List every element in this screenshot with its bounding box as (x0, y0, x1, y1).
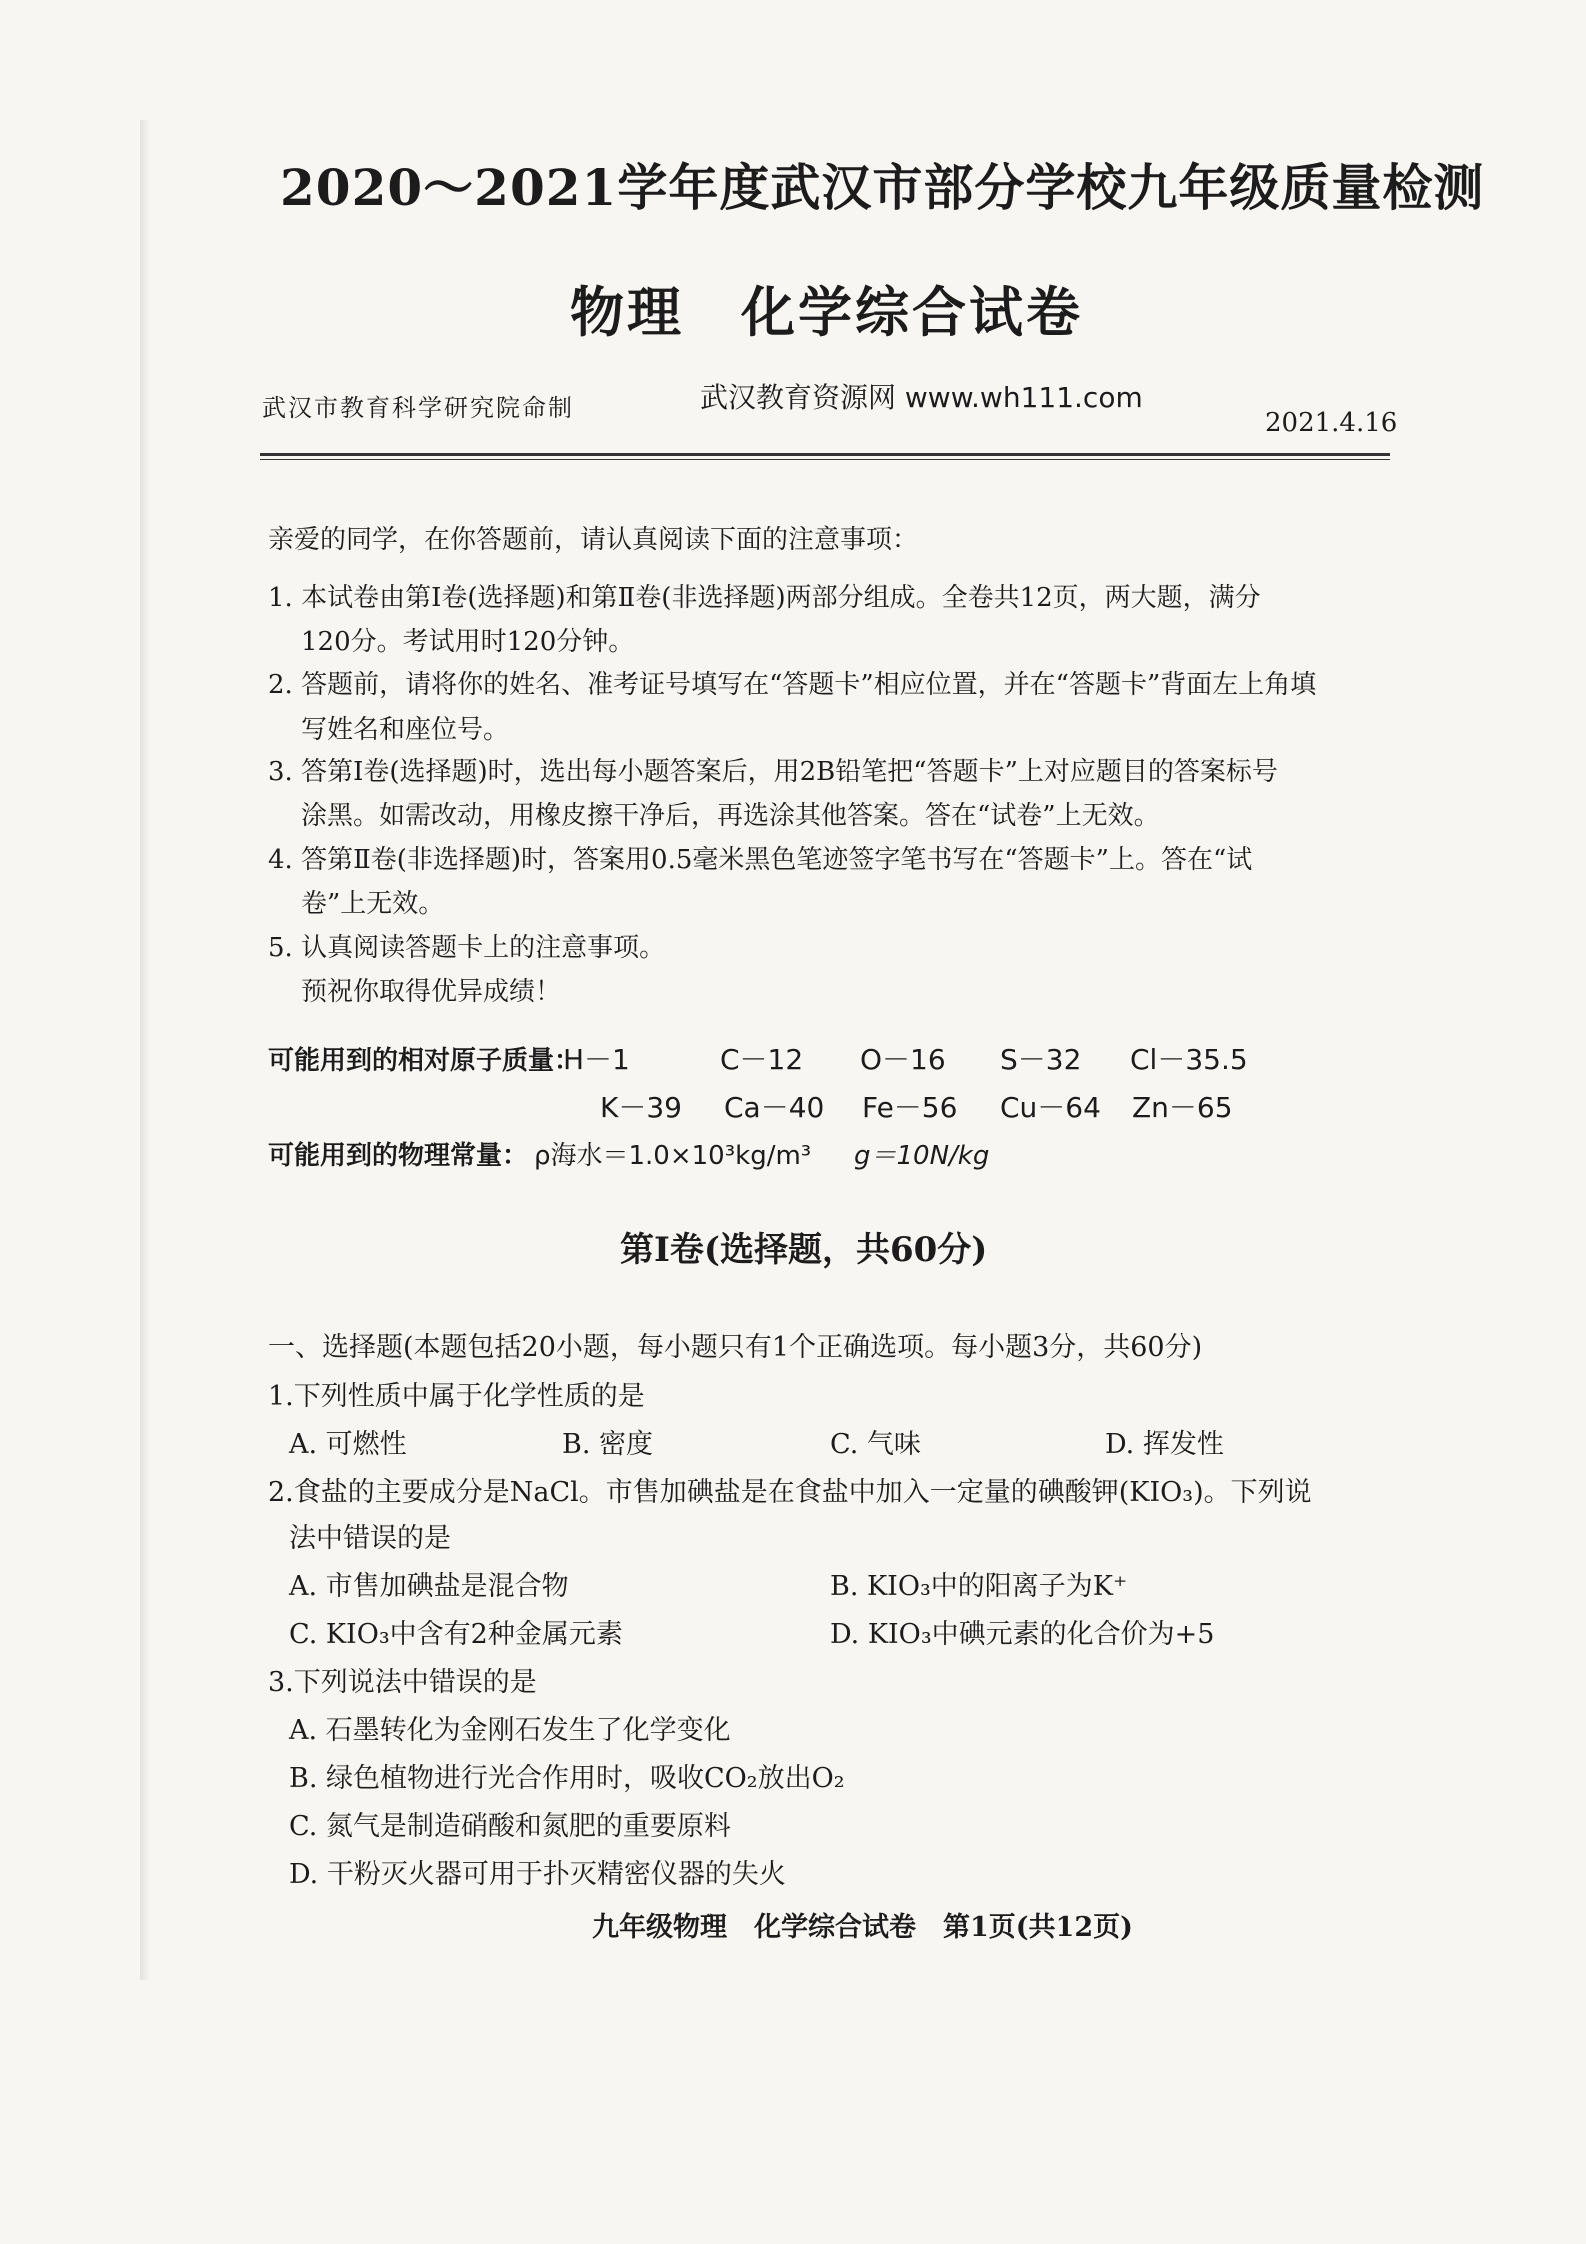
question-3-option: D. 干粉灭火器可用于扑灭精密仪器的失火 (289, 1859, 786, 1890)
atomic-mass: C－12 (720, 1043, 804, 1076)
question-1-option: A. 可燃性 (289, 1429, 407, 1460)
question-1-stem: 1.下列性质中属于化学性质的是 (268, 1381, 645, 1412)
seawater-density: ρ海水＝1.0×10³kg/m³ (534, 1141, 812, 1171)
notice-item-4-line2: 卷”上无效。 (301, 889, 445, 919)
notice-item-3-line2: 涂黑。如需改动，用橡皮擦干净后，再选涂其他答案。答在“试卷”上无效。 (301, 801, 1160, 831)
question-2-option: D. KIO₃中碘元素的化合价为+5 (830, 1619, 1215, 1650)
question-3-option: A. 石墨转化为金刚石发生了化学变化 (289, 1715, 731, 1746)
exam-date: 2021.4.16 (1265, 408, 1398, 438)
atomic-mass: Fe－56 (862, 1091, 958, 1124)
gravity-constant: g＝10N/kg (854, 1141, 990, 1171)
question-1-option: B. 密度 (562, 1429, 654, 1460)
question-3-stem: 3.下列说法中错误的是 (268, 1667, 537, 1698)
notice-item-4-line1: 4. 答第Ⅱ卷(非选择题)时，答案用0.5毫米黑色笔迹签字笔书写在“答题卡”上。答在“试 (268, 845, 1253, 875)
atomic-mass-label: 可能用到的相对原子质量： (268, 1046, 581, 1076)
physics-constants-label: 可能用到的物理常量： (268, 1141, 529, 1171)
question-3-option: C. 氮气是制造硝酸和氮肥的重要原料 (289, 1811, 731, 1842)
notice-item-5-line2: 预祝你取得优异成绩！ (301, 977, 562, 1007)
scan-shadow (140, 120, 150, 1980)
atomic-mass: H－1 (563, 1043, 630, 1076)
page-footer: 九年级物理 化学综合试卷 第1页(共12页) (592, 1912, 1133, 1943)
section-title: 第Ⅰ卷(选择题，共60分) (620, 1230, 988, 1270)
notice-item-3-line1: 3. 答第Ⅰ卷(选择题)时，选出每小题答案后，用2B铅笔把“答题卡”上对应题目的答案标号 (268, 757, 1278, 787)
atomic-mass: Cu－64 (1000, 1091, 1101, 1124)
question-1-option: C. 气味 (830, 1429, 921, 1460)
question-2-stem-line2: 法中错误的是 (289, 1523, 451, 1554)
question-2-option: B. KIO₃中的阳离子为K⁺ (830, 1571, 1128, 1602)
atomic-mass: K－39 (600, 1091, 682, 1124)
notice-item-5-line1: 5. 认真阅读答题卡上的注意事项。 (268, 933, 666, 963)
atomic-mass: O－16 (860, 1043, 946, 1076)
issuer: 武汉市教育科学研究院命制 (262, 394, 574, 422)
question-3-option: B. 绿色植物进行光合作用时，吸收CO₂放出O₂ (289, 1763, 845, 1794)
notice-item-1-line1: 1. 本试卷由第Ⅰ卷(选择题)和第Ⅱ卷(非选择题)两部分组成。全卷共12页，两大题，满分 (268, 583, 1261, 613)
question-1-option: D. 挥发性 (1105, 1429, 1224, 1460)
question-2-option: A. 市售加碘盐是混合物 (289, 1571, 569, 1602)
question-2-stem-line1: 2.食盐的主要成分是NaCl。市售加碘盐是在食盐中加入一定量的碘酸钾(KIO₃)。下列说 (268, 1477, 1312, 1508)
atomic-mass: Ca－40 (724, 1091, 825, 1124)
atomic-mass: S－32 (1000, 1043, 1082, 1076)
notice-item-2-line1: 2. 答题前，请将你的姓名、准考证号填写在“答题卡”相应位置，并在“答题卡”背面左上角填 (268, 670, 1317, 700)
section-instruction: 一、选择题(本题包括20小题，每小题只有1个正确选项。每小题3分，共60分) (268, 1332, 1203, 1363)
question-2-option: C. KIO₃中含有2种金属元素 (289, 1619, 623, 1650)
exam-subtitle: 物理 化学综合试卷 (570, 280, 1083, 344)
exam-title: 2020～2021学年度武汉市部分学校九年级质量检测 (280, 158, 1485, 217)
watermark-text: 武汉教育资源网 www.wh111.com (700, 381, 1143, 414)
header-rule (260, 453, 1390, 460)
atomic-mass: Zn－65 (1132, 1091, 1233, 1124)
notice-intro: 亲爱的同学，在你答题前，请认真阅读下面的注意事项： (268, 525, 919, 555)
notice-item-1-line2: 120分。考试用时120分钟。 (301, 627, 635, 657)
notice-item-2-line2: 写姓名和座位号。 (301, 715, 510, 745)
atomic-mass: Cl－35.5 (1130, 1043, 1248, 1076)
